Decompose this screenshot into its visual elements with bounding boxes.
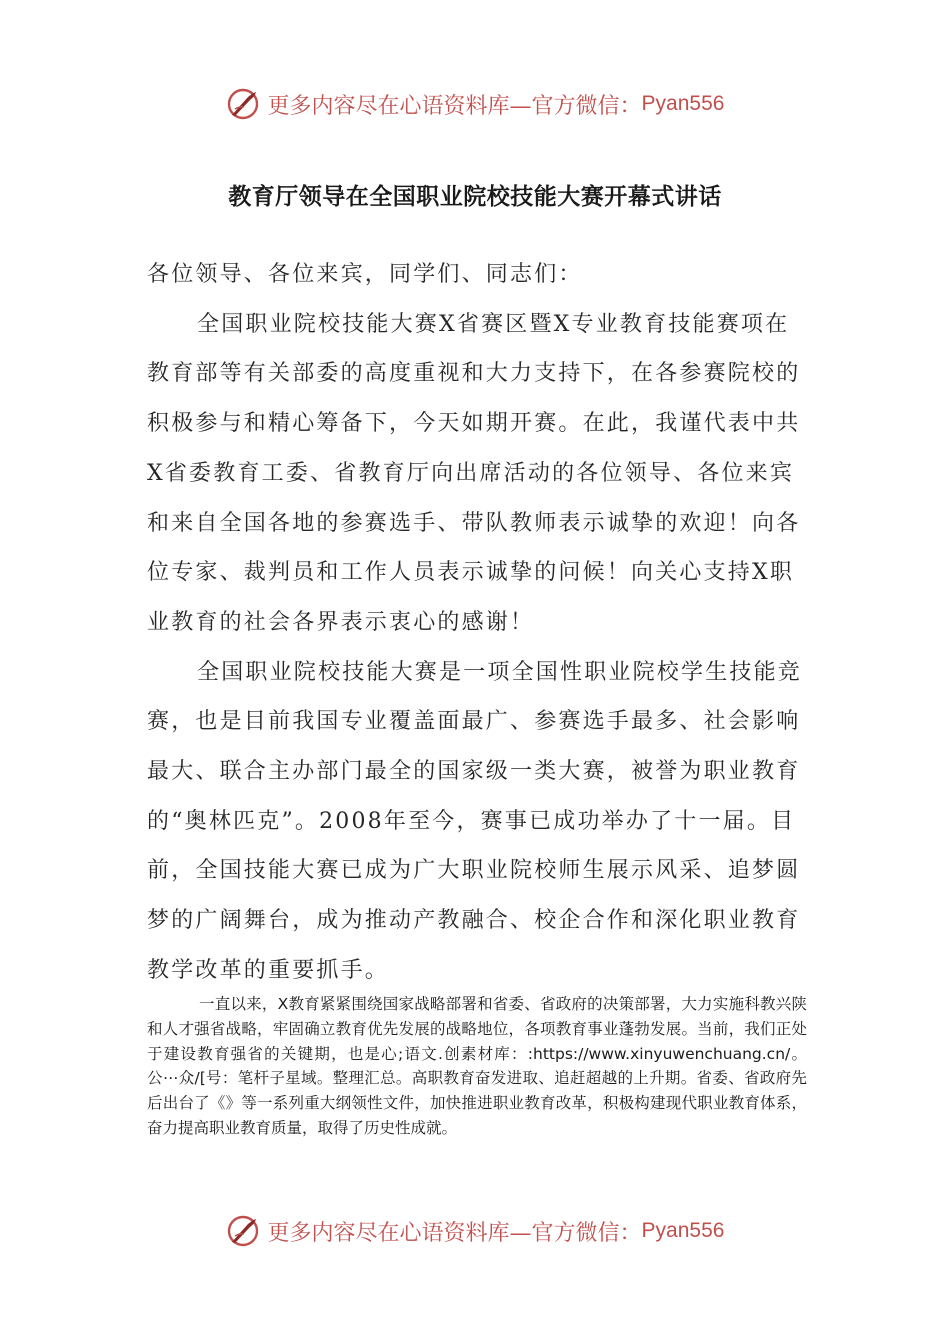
salutation: 各位领导、各位来宾，同学们、同志们： [147, 262, 583, 287]
header-banner [0, 84, 950, 124]
footer-banner [0, 1211, 950, 1251]
paragraph-welcome: 全国职业院校技能大赛X省赛区暨X专业教育技能赛项在教育部等有关部委的高度重视和大力支持下，在各参赛院校的积极参与和精心筹备下，今天如期开赛。在此，我谨代表中共X省委教育工委、省教育厅向出席活动的各位领导、各位来宾和来自全国各地的参赛选手、带队教师表示诚挚的欢迎！向各位专家、裁判员和工作人员表示诚挚的问候！向关心支持X职业教育的社会各界表示衷心的感谢！ [147, 311, 801, 635]
banner-text: 更多内容尽在心语资料库—官方微信： [267, 1220, 642, 1246]
paragraph-development: 一直以来，X教育紧紧围绕国家战略部署和省委、省政府的决策部署，大力实施科教兴陕和人才强省战略，牢固确立教育优先发展的战略地位，各项教育事业蓬勃发展。当前，我们正处于建设教育强省的关键期，也是心;语文.创素材库：:https://www.xinyuwenchuang.cn/。公⋯众/[号：笔杆子星域。整理汇总。高职教育奋发进取、追赶超越的上升期。省委、省政府先后出台了《》等一系列重大纲领性文件，加快推进职业教育改革，积极构建现代职业教育体系，奋力提高职业教育质量，取得了历史性成就。 [147, 995, 807, 1137]
banner-text: 更多内容尽在心语资料库—官方微信： [267, 93, 642, 119]
banner-wechat-id: Pyan556 [641, 1219, 725, 1242]
speech-body [147, 250, 809, 996]
paragraph-competition: 全国职业院校技能大赛是一项全国性职业院校学生技能竞赛，也是目前我国专业覆盖面最广、参赛选手最多、社会影响最大、联合主办部门最全的国家级一类大赛，被誉为职业教育的“奥林匹克”。2008年至今，赛事已成功举办了十一届。目前，全国技能大赛已成为广大职业院校师生展示风采、追梦圆梦的广阔舞台，成为推动产教融合、校企合作和深化职业教育教学改革的重要抓手。 [147, 659, 803, 983]
page-title: 教育厅领导在全国职业院校技能大赛开幕式讲话 [228, 184, 722, 210]
quill-pen-logo-icon [226, 1214, 260, 1248]
quill-pen-logo-icon [226, 87, 260, 121]
banner-wechat-id: Pyan556 [641, 92, 725, 115]
